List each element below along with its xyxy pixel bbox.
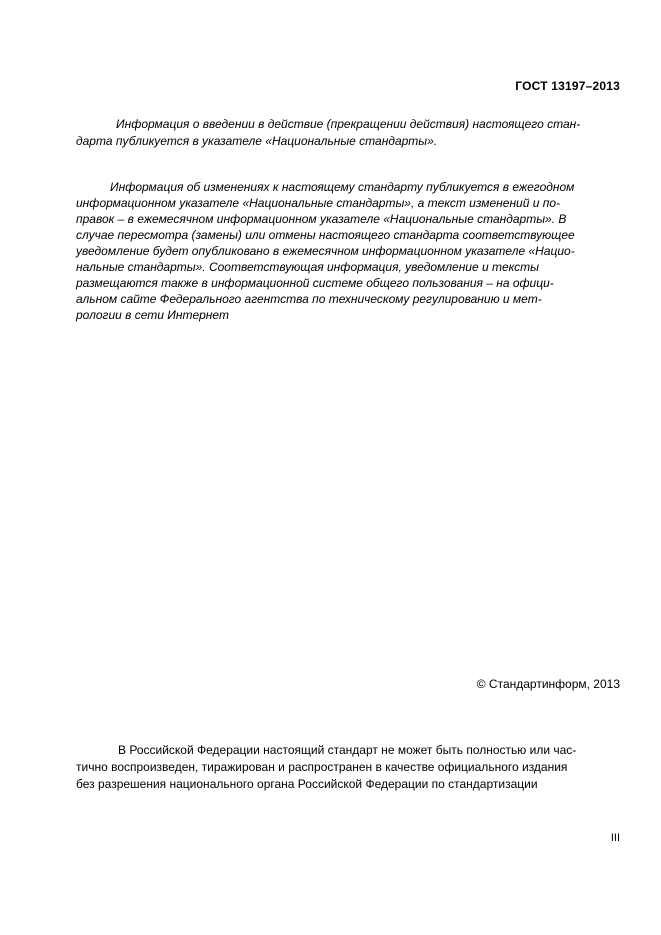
changes-notice-line: нальные стандарты». Соответствующая информация, уведомление и тексты	[76, 260, 540, 274]
document-code: ГОСТ 13197–2013	[515, 79, 620, 93]
copyright-notice: © Стандартинформ, 2013	[476, 677, 620, 691]
page-number: III	[610, 832, 620, 844]
reproduction-notice-line: В Российской Федерации настоящий стандарт не может быть полностью или час-	[118, 743, 577, 757]
changes-notice-line: уведомление будет опубликовано в ежемесячном информационном указателе «Нацио-	[76, 244, 575, 258]
reproduction-notice-line: без разрешения национального органа Российской Федерации по стандартизации	[76, 777, 538, 791]
changes-notice-line: рологии в сети Интернет	[76, 308, 229, 322]
changes-notice-line: альном сайте Федерального агентства по техническому регулированию и мет-	[76, 292, 542, 306]
changes-notice-line: случае пересмотра (замены) или отмены настоящего стандарта соответствующее	[76, 228, 575, 242]
reproduction-notice-line: тично воспроизведен, тиражирован и распространен в качестве официального издания	[76, 760, 568, 774]
changes-notice-line: размещаются также в информационной системе общего пользования – на офици-	[76, 276, 554, 290]
changes-notice-line: правок – в ежемесячном информационном указателе «Национальные стандарты». В	[76, 212, 567, 226]
intro-notice-line: Информация о введении в действие (прекращении действия) настоящего стан-	[116, 117, 581, 131]
changes-notice-line: информационном указателе «Национальные стандарты», а текст изменений и по-	[76, 196, 561, 210]
intro-notice-line: дарта публикуется в указателе «Национальные стандарты».	[76, 134, 438, 148]
changes-notice-line: Информация об изменениях к настоящему стандарту публикуется в ежегодном	[110, 180, 575, 194]
